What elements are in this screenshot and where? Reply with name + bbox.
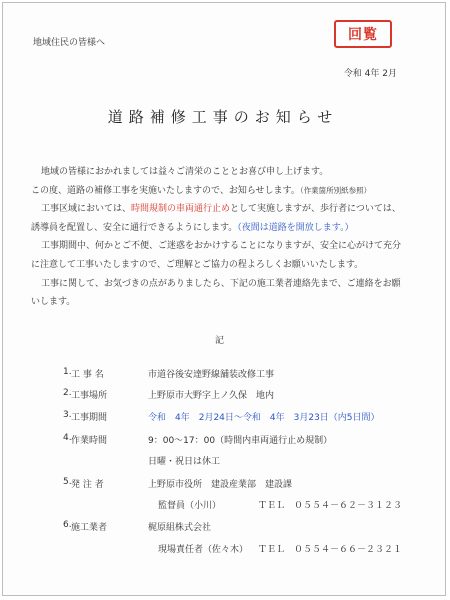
paragraph-apology: 工事期間中、何かとご不便、ご迷惑をおかけすることになりますが、安全に心がけて充分 (41, 241, 402, 252)
contact-person: 現場責任者（佐々木） (158, 545, 249, 555)
issue-date: 令和 4年 2月 (343, 69, 397, 79)
item-value: 令和 4年 2月24日～令和 4年 3月23日（内5日間） (148, 413, 380, 423)
detail-row-period (63, 410, 380, 423)
paragraph-traffic (31, 200, 421, 219)
document-title: 道路補修工事のお知らせ (107, 108, 339, 126)
item-number: 2. (63, 388, 72, 398)
detail-row-client (63, 477, 293, 490)
detail-row-project (63, 367, 275, 380)
item-label: 工事期間 (71, 413, 108, 423)
item-value: 上野原市役所 建設産業部 建設課 (148, 480, 293, 490)
item-number: 4. (63, 433, 72, 443)
contact-person: 監督員（小川） (158, 501, 222, 511)
body-text (31, 163, 421, 312)
detail-row-hours (63, 433, 333, 446)
item-value-secondary: 日曜・祝日は休工 (148, 457, 221, 467)
detail-row-location (63, 388, 275, 401)
item-label: 発 注 者 (71, 480, 104, 490)
site-note: （作業箇所別紙参照） (299, 185, 372, 195)
item-value: 市道谷後安達野線舗装改修工事 (148, 370, 275, 380)
night-open-note: （夜間は道路を開放します。） (237, 222, 354, 233)
addressee: 地域住民の皆様へ (33, 38, 106, 48)
item-number: 6. (63, 520, 72, 530)
item-number: 5. (63, 477, 72, 487)
traffic-closure-highlight: 時間規制の車両通行止め (131, 204, 231, 215)
item-label: 施工業者 (71, 523, 108, 533)
item-label: 工 事 名 (71, 370, 104, 380)
paragraph-contact: 工事に関して、お気づきの点がありましたら、下記の施工業者連絡先まで、ご連絡をお願 (41, 278, 401, 289)
notice-document (2, 2, 446, 596)
traffic-text-c: 誘導員を配置し、安全に通行できるようにします。 (31, 222, 238, 233)
circulation-stamp: 回覧 (334, 20, 392, 48)
ki-heading: 記 (215, 336, 225, 346)
paragraph-greeting: 地域の皆様におかれましては益々ご清栄のこととお喜び申し上げます。 (41, 167, 329, 177)
paragraph-apology-cont: に注意して工事いたしますので、ご理解とご協力の程よろしくお願いいたします。 (31, 259, 364, 270)
traffic-text-b: として実施しますが、歩行者については、 (230, 204, 401, 215)
announcement-text: この度、道路の補修工事を実施いたしますので、お知らせします。 (31, 185, 300, 196)
item-value: 上野原市大野字上ノ久保 地内 (148, 391, 275, 401)
item-label: 工事場所 (71, 391, 108, 401)
traffic-text-a: 工事区域においては、 (41, 204, 132, 215)
item-value: 梶原組株式会社 (148, 523, 212, 533)
item-number: 3. (63, 410, 72, 420)
item-label: 作業時間 (71, 436, 108, 446)
paragraph-contact-cont: いします。 (31, 297, 76, 308)
item-value: 9：00～17：00（時間内車両通行止め規制） (148, 436, 333, 446)
contact-phone: ＴＥＬ ０５５４－６６－２３２１ (258, 545, 403, 555)
paragraph-announcement (31, 182, 421, 201)
paragraph-traffic-cont (31, 219, 421, 238)
item-number: 1. (63, 367, 72, 377)
contact-phone: ＴＥＬ ０５５４－６２－３１２３ (258, 501, 403, 511)
detail-row-contractor (63, 520, 212, 533)
